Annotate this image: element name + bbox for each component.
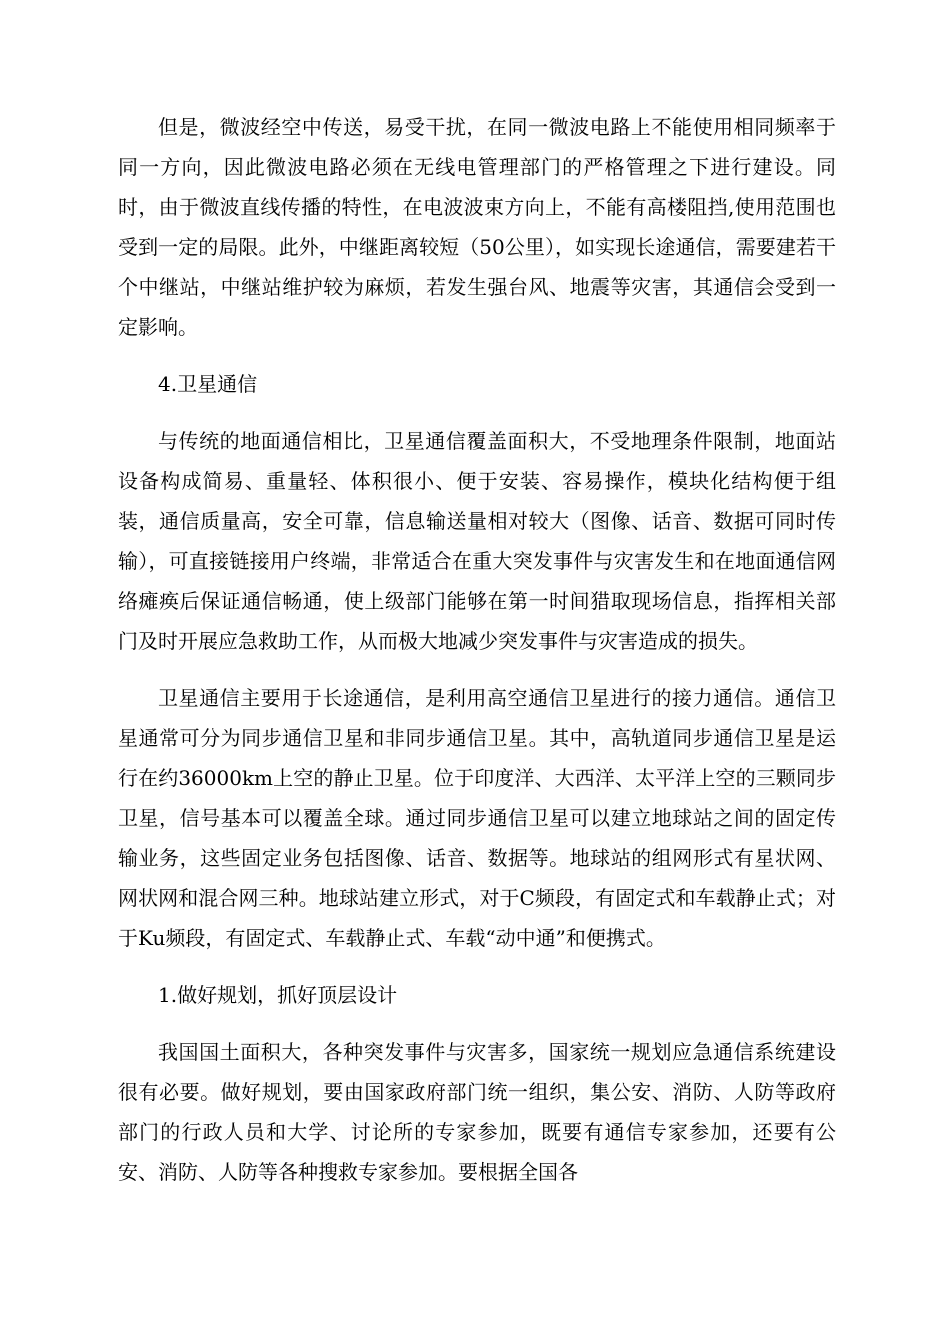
document-page — [118, 107, 836, 1209]
paragraph-microwave-limitations: 但是，微波经空中传送，易受干扰，在同一微波电路上不能使用相同频率于同一方向，因此微波电路必须在无线电管理部门的严格管理之下进行建设。同时，由于微波直线传播的特性，在电波波束方向上，不能有高楼阻挡,使用范围也受到一定的局限。此外，中继距离较短（50公里），如实现长途通信，需要建若干个中继站，中继站维护较为麻烦，若发生强台风、地震等灾害，其通信会受到一定影响。 — [118, 115, 836, 339]
paragraph-satellite-usage: 卫星通信主要用于长途通信，是利用高空通信卫星进行的接力通信。通信卫星通常可分为同步通信卫星和非同步通信卫星。其中，高轨道同步通信卫星是运行在约36000km上空的静止卫星。位于印度洋、大西洋、太平洋上空的三颗同步卫星，信号基本可以覆盖全球。通过同步通信卫星可以建立地球站之间的固定传输业务，这些固定业务包括图像、话音、数据等。地球站的组网形式有星状网、网状网和混合网三种。地球站建立形式，对于C频段，有固定式和车载静止式；对于Ku频段，有固定式、车载静止式、车载“动中通”和便携式。 — [118, 686, 836, 950]
paragraph-satellite-advantages: 与传统的地面通信相比，卫星通信覆盖面积大，不受地理条件限制，地面站设备构成简易、重量轻、体积很小、便于安装、容易操作，模块化结构便于组装，通信质量高，安全可靠，信息输送量相对较大（图像、话音、数据可同时传输），可直接链接用户终端，非常适合在重大突发事件与灾害发生和在地面通信网络瘫痪后保证通信畅通，使上级部门能够在第一时间猎取现场信息，指挥相关部门及时开展应急救助工作，从而极大地减少突发事件与灾害造成的损失。 — [118, 429, 836, 653]
section-heading-planning: 1.做好规划，抓好顶层设计 — [158, 983, 398, 1007]
paragraph-planning: 我国国土面积大，各种突发事件与灾害多，国家统一规划应急通信系统建设很有必要。做好规划，要由国家政府部门统一组织，集公安、消防、人防等政府部门的行政人员和大学、讨论所的专家参加，既要有通信专家参加，还要有公安、消防、人防等各种搜救专家参加。要根据全国各 — [118, 1040, 836, 1184]
section-heading-satellite-communication: 4.卫星通信 — [158, 372, 258, 396]
